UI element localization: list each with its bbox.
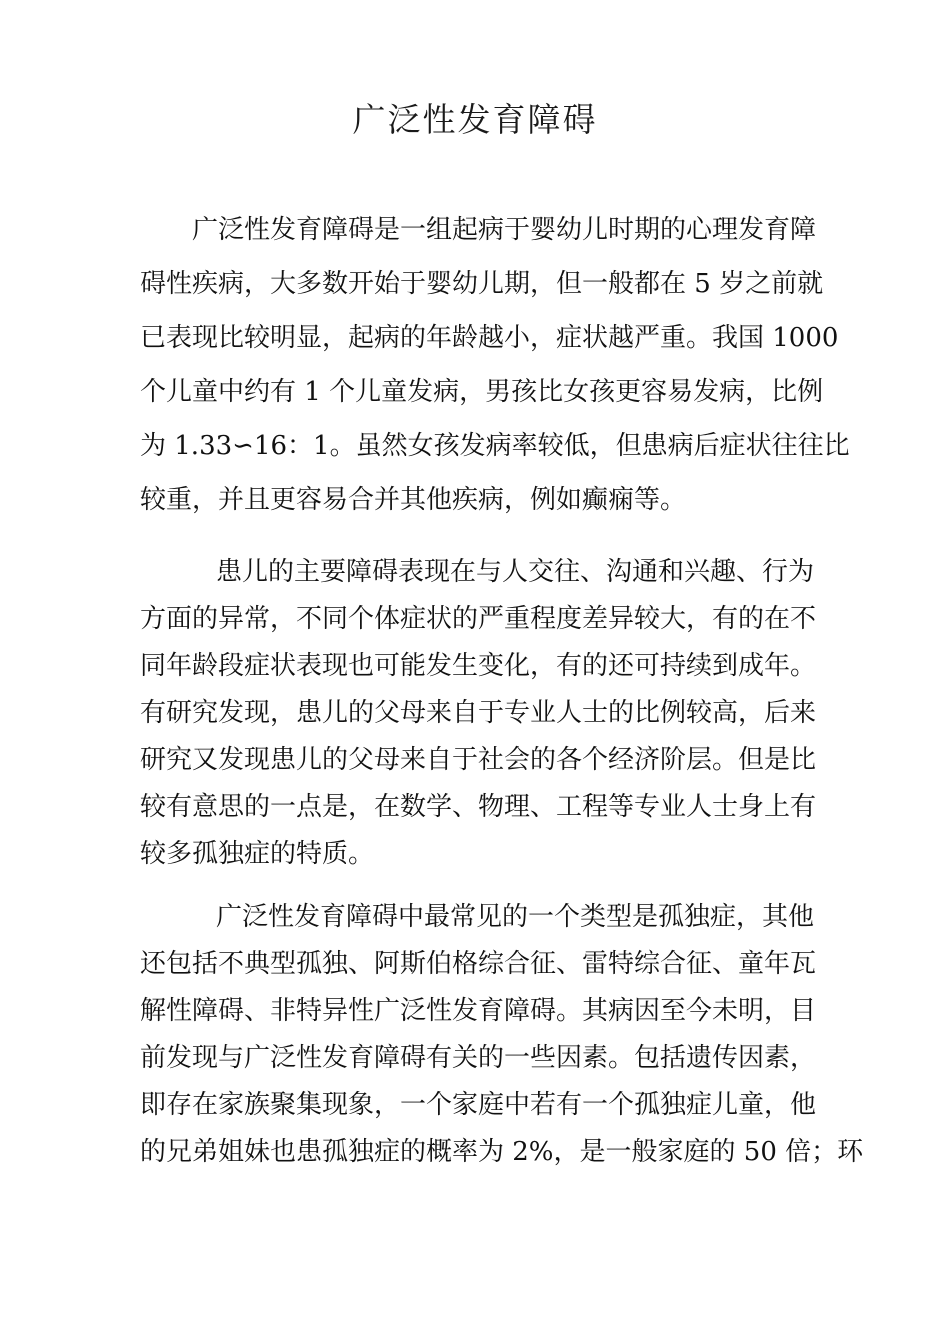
paragraph-line: 的兄弟姐妹也患孤独症的概率为 2%，是一般家庭的 50 倍；环 [140,1137,864,1167]
paragraph-line: 碍性疾病，大多数开始于婴幼儿期，但一般都在 5 岁之前就 [140,269,824,299]
paragraph-line: 为 1.33∽16：1。虽然女孩发病率较低，但患病后症状往往比 [140,431,850,461]
paragraph-line: 还包括不典型孤独、阿斯伯格综合征、雷特综合征、童年瓦 [140,949,817,979]
paragraph-line: 较重，并且更容易合并其他疾病，例如癫痫等。 [140,485,687,515]
paragraph-line: 前发现与广泛性发育障碍有关的一些因素。包括遗传因素， [140,1043,817,1073]
paragraph-line: 已表现比较明显，起病的年龄越小，症状越严重。我国 1000 [140,323,839,353]
paragraph-line: 即存在家族聚集现象，一个家庭中若有一个孤独症儿童，他 [140,1090,817,1120]
paragraph-2 [140,549,817,878]
paragraph-1 [140,203,850,527]
paragraph-line: 较有意思的一点是，在数学、物理、工程等专业人士身上有 [140,792,817,822]
paragraph-line: 同年龄段症状表现也可能发生变化，有的还可持续到成年。 [140,651,817,681]
paragraph-line: 有研究发现，患儿的父母来自于专业人士的比例较高，后来 [140,698,817,728]
paragraph-3 [140,894,864,1176]
paragraph-line: 个儿童中约有 1 个儿童发病，男孩比女孩更容易发病，比例 [140,377,824,407]
paragraph-line: 患儿的主要障碍表现在与人交往、沟通和兴趣、行为 [216,557,815,587]
paragraph-line: 广泛性发育障碍是一组起病于婴幼儿时期的心理发育障 [192,215,817,245]
paragraph-line: 较多孤独症的特质。 [140,839,375,869]
paragraph-line: 广泛性发育障碍中最常见的一个类型是孤独症，其他 [216,902,815,932]
document-title: 广泛性发育障碍 [352,100,598,139]
paragraph-line: 解性障碍、非特异性广泛性发育障碍。其病因至今未明，目 [140,996,817,1026]
paragraph-line: 方面的异常，不同个体症状的严重程度差异较大，有的在不 [140,604,817,634]
paragraph-line: 研究又发现患儿的父母来自于社会的各个经济阶层。但是比 [140,745,817,775]
